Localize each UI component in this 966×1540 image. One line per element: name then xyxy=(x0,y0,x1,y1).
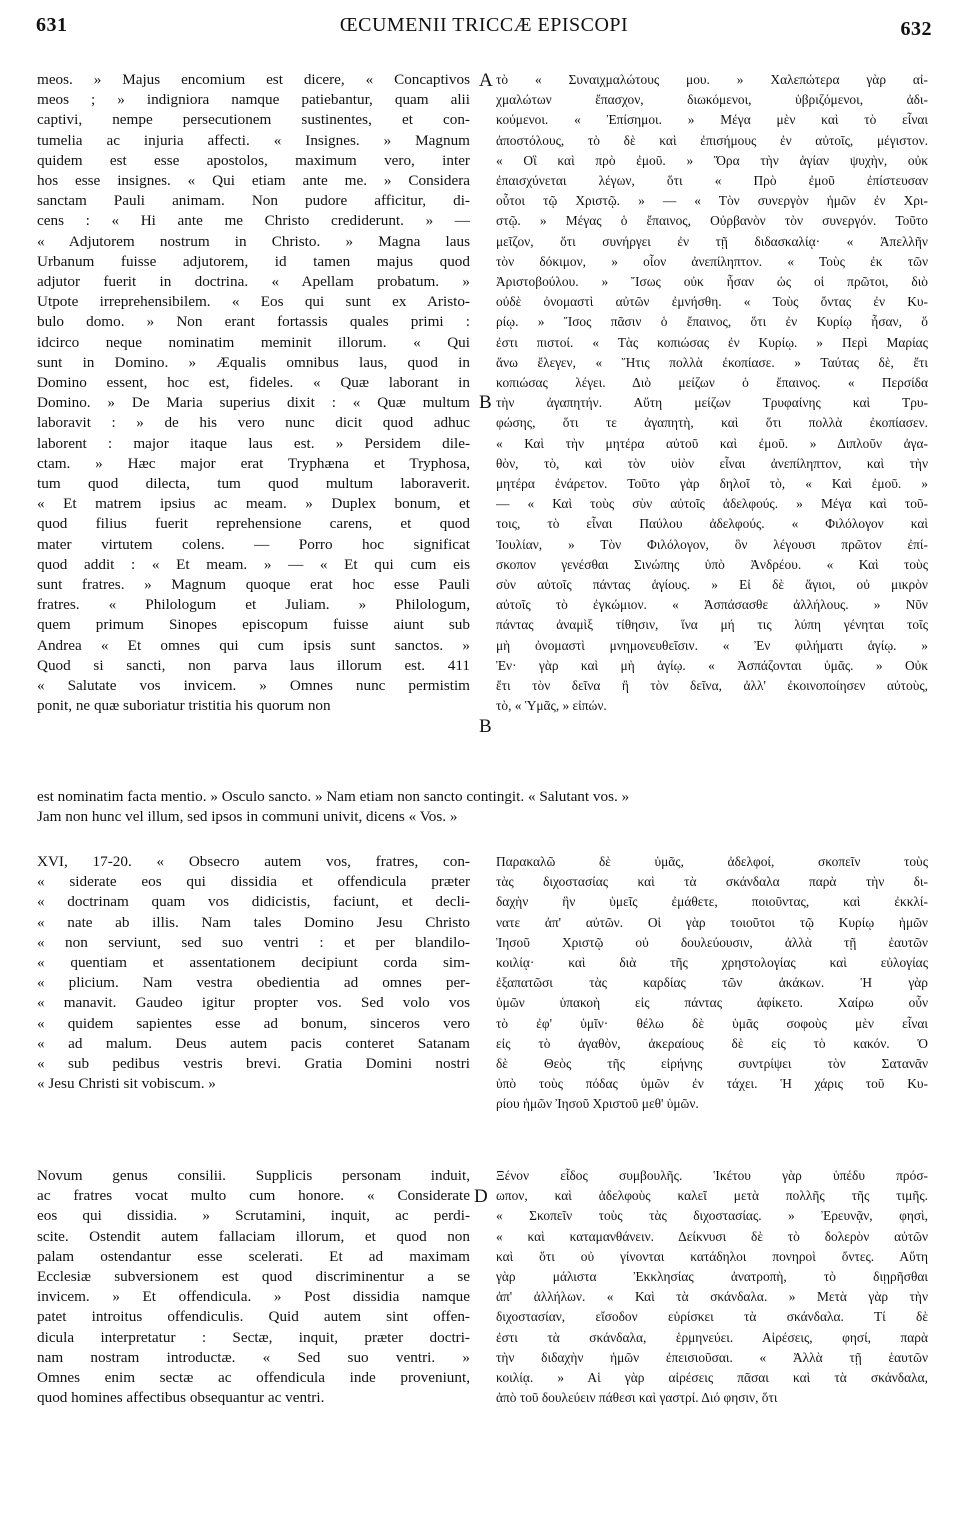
text-line: Andrea « Et omnes qui cum ipsis sunt sanctos. » xyxy=(37,636,470,654)
text-line: « καὶ καταμανθάνειν. Δείκνυσι δὲ τὸ δολερὸν αὐτῶν xyxy=(496,1228,928,1244)
text-line: Utpote irreprehensibilem. « Eos qui sunt ex Aristo- xyxy=(37,293,470,311)
text-line: Urbanum fuisse adjutorem, id tamen majus quod xyxy=(37,252,470,270)
text-line: tum quod dilecta, tum quod multum laboraverit. xyxy=(37,475,470,493)
greek-column-scripture xyxy=(496,852,928,1115)
text-line: ἐστι τὰ σκάνδαλα, ἑρμηνεύει. Αἱρέσεις, φησί, παρὰ xyxy=(496,1329,928,1345)
text-line: ρίῳ. » Ἴσος πᾶσιν ὁ ἔπαινος, ὅτι ἐν Κυρίῳ ἦσαν, ὅ xyxy=(496,314,928,330)
text-line: αὐτοῖς τὸ ἐγκώμιον. « Ἀσπάσασθε ἀλλήλους. » Νῦν xyxy=(496,597,928,613)
text-line: mater virtutem colens. — Porro hoc significat xyxy=(37,535,470,553)
text-line: scite. Ostendit autem fallaciam illorum, et quod non xyxy=(37,1227,470,1245)
text-line: « quidem sapientes esse ad bonum, sinceros vero xyxy=(37,1014,470,1032)
text-line: quem primum Sinopes episcopum fuisse aiunt sub xyxy=(37,616,470,634)
text-line: ἐπαισχύνεται λέγων, ὅτι « Πρὸ ἐμοῦ ἐπίστευσαν xyxy=(496,173,928,189)
greek-column-top xyxy=(496,70,928,717)
text-line: quidem est esse apostolos, maximum vero, inter xyxy=(37,151,470,169)
text-line: « Adjutorem nostrum in Christo. » Magna laus xyxy=(37,232,470,250)
text-line: κούμενοι. « Ἐπίσημοι. » Μέγα μὲν καὶ τὸ εἶναι xyxy=(496,112,928,128)
text-line: quod filius fuerit reprehensione carens, et quod xyxy=(37,515,470,533)
text-line: ωπον, καὶ ἀδελφοὺς καλεῖ μετὰ πολλῆς τῆς τιμῆς. xyxy=(496,1188,928,1204)
text-line: μητέρα ἐνάρετον. Τοῦτο γὰρ δηλοῖ τὸ, « Καὶ ἐμοῦ. » xyxy=(496,476,928,492)
text-line: Novum genus consilii. Supplicis personam induit, xyxy=(37,1167,470,1184)
text-line: « non serviunt, sed suo ventri : et per blandilo- xyxy=(37,933,470,951)
text-line: ρίου ἡμῶν Ἰησοῦ Χριστοῦ μεθ' ὑμῶν. xyxy=(496,1096,699,1112)
text-line: ἄνω ἔλεγεν, « Ἥτις πολλὰ ἐκοπίασε. » Ταύτας δὲ, ἔτι xyxy=(496,354,928,370)
text-line: meos. » Majus encomium est dicere, « Concaptivos xyxy=(37,71,470,88)
text-line: ctam. » Hæc major erat Tryphæna et Tryphosa, xyxy=(37,454,470,472)
text-line: « ad malum. Deus autem pacis conteret Satanam xyxy=(37,1034,470,1052)
text-line: εἰς τὸ ἀγαθὸν, ἀκεραίους δὲ εἰς τὸ κακόν. Ὁ xyxy=(496,1035,928,1051)
text-line: δαχὴν ἣν ὑμεῖς ἐμάθετε, ποιοῦντας, καὶ ἐκκλί- xyxy=(496,894,928,910)
text-line: Domino. » De Maria superius dixit : « Quæ multum xyxy=(37,394,470,412)
latin-column-scripture xyxy=(37,852,470,1094)
text-line: captivi, nempe persecutionem sustinentes, et con- xyxy=(37,111,470,129)
text-line: eos qui dissidia. » Scrutamini, inquit, ac perdi- xyxy=(37,1207,470,1225)
text-line: τὸν δόκιμον, » οἷον ἀνεπίληπτον. « Τοὺς ἐκ τῶν xyxy=(496,253,928,269)
text-line: νατε ἀπ' αὐτῶν. Οἱ γὰρ τοιοῦτοι τῷ Κυρίῳ ἡμῶν xyxy=(496,914,928,930)
latin-column-commentary xyxy=(37,1166,470,1408)
text-line: ac fratres vocat multo cum honore. « Considerate xyxy=(37,1187,470,1205)
text-line: πάντας ἀναμὶξ τίθησιν, ἵνα μή τις λύπη γένηται τοῖς xyxy=(496,617,928,633)
text-line: sunt fratres. » Magnum quoque erat hoc esse Pauli xyxy=(37,576,470,594)
running-header xyxy=(36,6,932,46)
text-line: « sub pedibus vestris brevi. Gratia Domini nostri xyxy=(37,1055,470,1073)
text-line: ὑπὸ τοὺς πόδας ὑμῶν ἐν τάχει. Ἡ χάρις τοῦ Κυ- xyxy=(496,1076,928,1092)
text-line: Ἀριστοβούλου. » Ἴσως οὐκ ἦσαν ὡς οἱ πρῶτοι, διὸ xyxy=(496,274,928,290)
text-line: « Σκοπεῖν τοὺς τὰς διχοστασίας. » Ἐρευνᾷν, φησὶ, xyxy=(496,1208,928,1224)
margin-marker-a: A xyxy=(479,70,493,91)
text-line: ἀπὸ τοῦ δουλεύειν πάθεσι καὶ γαστρί. Διό φησιν, ὅτι xyxy=(496,1390,778,1406)
text-line: « nate ab illis. Nam tales Domino Jesu Christo xyxy=(37,913,470,931)
greek-column-commentary xyxy=(496,1166,928,1408)
text-line: Ἰουλίαν, » Τὸν Φιλόλογον, ὃν λέγουσι πρῶτον ἐπί- xyxy=(496,536,928,552)
text-line: « plicium. Nam vestra obedientia ad omnes per- xyxy=(37,974,470,992)
text-line: διχοστασίαν, εἴσοδον εὑρίσκει τὰ σκάνδαλα. Τί δὲ xyxy=(496,1309,928,1325)
text-line: est nominatim facta mentio. » Osculo sancto. » Nam etiam non sancto contingit. « Salutant vos. » xyxy=(37,788,630,805)
text-line: « quentiam et assentationem decipiunt corda sim- xyxy=(37,954,470,972)
text-line: laboravit : » de his vero nunc dicit quod adhuc xyxy=(37,414,470,432)
latin-column-top xyxy=(37,70,470,717)
text-line: adjutor fuerit in doctrina. « Apellam probatum. » xyxy=(37,273,470,291)
running-title: ŒCUMENII TRICCÆ EPISCOPI xyxy=(339,14,629,36)
left-page-number: 631 xyxy=(36,14,68,36)
text-line: ἔτι τὸν δεῖνα ἢ τὸν δεῖνα, ἀλλ' ἐκοινοποίησεν αὐτοὺς, xyxy=(496,678,928,694)
text-line: ponit, ne quæ suboriatur tristitia his quorum non xyxy=(37,697,331,715)
text-line: φώσης, ὅτι τε ἀγαπητὴ, καὶ ὅτι πολλὰ ἐκοπίασεν. xyxy=(496,415,928,431)
text-line: bulo domo. » Non erant fortassis quales primi : xyxy=(37,313,470,331)
text-line: laborent : major itaque laus est. » Persidem dile- xyxy=(37,434,470,452)
text-line: οὐδὲ ὀνομαστὶ αὐτῶν ἐμνήσθη. « Τοὺς ὄντας ἐν Κυ- xyxy=(496,294,928,310)
text-line: Jam non hunc vel illum, sed ipsos in communi univit, dicens « Vos. » xyxy=(37,808,458,826)
text-line: — « Καὶ τοὺς σὺν αὐτοῖς ἀδελφούς. » Μέγα καὶ τοῦ- xyxy=(496,496,928,512)
text-line: κοιλίᾳ· καὶ διὰ τῆς χρηστολογίας καὶ εὐλογίας xyxy=(496,955,928,971)
text-line: idcirco neque nominatim meminit illorum. « Qui xyxy=(37,333,470,351)
text-line: σὺν αὐτοῖς πάντας ἁγίους. » Εἰ δὲ ἅγιοι, οὐ μικρὸν xyxy=(496,577,928,593)
text-line: Quod si sancti, non parva laus illorum est. 411 xyxy=(37,656,470,674)
text-line: καὶ ὅτι οὐ γίνονται κατάδηλοι πονηροὶ ὄντες. Αὕτη xyxy=(496,1248,928,1264)
text-line: μεῖζον, ὅτι συνήργει ἐν τῇ διδασκαλίᾳ· « Ἀπελλῆν xyxy=(496,233,928,249)
text-line: μὴ ὀνομαστὶ μνημονευθεῖσιν. « Ἐν φιλήματι ἁγίῳ. » xyxy=(496,637,928,653)
text-line: hos esse insignes. « Qui etiam ante me. » Considera xyxy=(37,172,470,190)
text-line: τὸ « Συναιχμαλώτους μου. » Χαλεπώτερα γὰρ αἰ- xyxy=(496,72,928,87)
text-line: ἐστι πιστοί. « Τὰς κοπιώσας ἐν Κυρίῳ. » Περὶ Μαρίας xyxy=(496,334,928,350)
text-line: « Οἳ καὶ πρὸ ἐμοῦ. » Ὅρα τὴν ἁγίαν ψυχὴν, οὐκ xyxy=(496,152,928,168)
text-line: στῷ. » Μέγας ὁ ἔπαινος, Οὐρβανὸν τὸν συνεργόν. Τοῦτο xyxy=(496,213,928,229)
text-line: « doctrinam quam vos didicistis, faciunt, et decli- xyxy=(37,893,470,911)
text-line: Omnes enim sectæ ac offendicula inde proveniunt, xyxy=(37,1369,470,1387)
text-line: meos ; » indigniora namque patiebantur, quam alii xyxy=(37,91,470,109)
text-line: XVI, 17-20. « Obsecro autem vos, fratres, con- xyxy=(37,853,470,870)
text-line: ἀπ' ἀλλήλων. « Καὶ τὰ σκάνδαλα. » Μετὰ γὰρ τὴν xyxy=(496,1289,928,1305)
text-line: palam ostendantur esse scelerati. Et ad maximam xyxy=(37,1247,470,1265)
text-line: οὗτοι τῷ Χριστῷ. » — « Τὸν συνεργὸν ἡμῶν ἐν Χρι- xyxy=(496,193,928,209)
text-line: τὸ, « Ὑμᾶς, » εἰπών. xyxy=(496,698,607,714)
text-line: dicula interpretatur : Sectæ, inquit, præter doctri- xyxy=(37,1328,470,1346)
text-line: quod homines affectibus obsequantur ac ventri. xyxy=(37,1389,325,1407)
text-line: τὸ ἐφ' ὑμῖν· θέλω δὲ ὑμᾶς σοφοὺς μὲν εἶναι xyxy=(496,1015,928,1031)
text-line: τοις, τὸ εἶναι Παύλου ἀδελφούς. « Φιλόλογον καὶ xyxy=(496,516,928,532)
text-line: Ἐν· γὰρ καὶ μὴ ἁγίῳ. « Ἀσπάζονται ὑμᾶς. » Οὐκ xyxy=(496,657,928,673)
text-line: « Jesu Christi sit vobiscum. » xyxy=(37,1075,216,1093)
text-line: « Salutate vos invicem. » Omnes nunc permistim xyxy=(37,677,470,695)
text-line: quod addit : « Et meam. » — « Et qui cum eis xyxy=(37,555,470,573)
text-line: γὰρ μάλιστα Ἐκκλησίας ἀνατροπὴ, τὸ διῃρῆσθαι xyxy=(496,1269,928,1285)
right-page-number: 632 xyxy=(900,18,932,40)
text-line: κοπιώσας λέγει. Διὸ μείζων ὁ ἔπαινος. « Περσίδα xyxy=(496,375,928,391)
text-line: θὸν, τὸ, καὶ τὸν υἱὸν εἶναι ἀνεπίληπτον, καὶ τὴν xyxy=(496,455,928,471)
text-line: « manavit. Gaudeo igitur propter vos. Sed volo vos xyxy=(37,994,470,1012)
text-line: δὲ Θεὸς τῆς εἰρήνης συντρίψει τὸν Σατανᾶν xyxy=(496,1056,928,1072)
text-line: ἀποστόλους, τὸ δὲ καὶ ἐπισήμους ἐν αὐτοῖς, μέγιστον. xyxy=(496,132,928,148)
text-line: invicem. » Et offendicula. » Post dissidia namque xyxy=(37,1288,470,1306)
text-line: nam nostram introductæ. « Sed suo ventri. » xyxy=(37,1348,470,1366)
text-line: τὴν ἀγαπητήν. Αὕτη μείζων Τρυφαίνης καὶ Τρυ- xyxy=(496,395,928,411)
margin-marker-b-second: B xyxy=(479,716,492,737)
full-width-passage xyxy=(37,787,929,827)
text-line: ἐξαπατῶσι τὰς καρδίας τῶν ἀκάκων. Ἡ γὰρ xyxy=(496,975,928,991)
text-line: χμαλώτων ἔπασχον, διωκόμενοι, ὑβριζόμενοι, ἀδι- xyxy=(496,92,928,108)
text-line: patet introitus offendiculis. Quid autem sint offen- xyxy=(37,1308,470,1326)
text-line: Domino essent, hoc est, fideles. « Quæ laborant in xyxy=(37,374,470,392)
text-line: ὑμῶν ὑπακοὴ εἰς πάντας ἀφίκετο. Χαίρω οὖν xyxy=(496,995,928,1011)
text-line: Παρακαλῶ δὲ ὑμᾶς, ἀδελφοί, σκοπεῖν τοὺς xyxy=(496,854,928,869)
text-line: « Et matrem ipsius ac meam. » Duplex bonum, et xyxy=(37,495,470,513)
text-line: τὰς διχοστασίας καὶ τὰ σκάνδαλα παρὰ τὴν δι- xyxy=(496,874,928,890)
text-line: « siderate eos qui dissidia et offendicula præter xyxy=(37,873,470,891)
text-line: sanctam Pauli animam. Non pudore afficitur, di- xyxy=(37,192,470,210)
text-line: cens : « Hi ante me Christo crediderunt. » — xyxy=(37,212,470,230)
text-line: τὴν διδαχὴν ἡμῶν ἐπεισιοῦσαι. « Ἀλλὰ τῇ ἑαυτῶν xyxy=(496,1349,928,1365)
text-line: Ecclesiæ subversionem est quod discriminentur a se xyxy=(37,1268,470,1286)
text-line: Ἰησοῦ Χριστῷ οὐ δουλεύουσιν, ἀλλὰ τῇ ἑαυτῶν xyxy=(496,934,928,950)
text-line: κοιλίᾳ. » Αἱ γὰρ αἱρέσεις πᾶσαι καὶ τὰ σκάνδαλα, xyxy=(496,1370,928,1386)
margin-marker-d: D xyxy=(474,1186,488,1207)
text-line: sunt in Domino. » Æqualis omnibus laus, quod in xyxy=(37,353,470,371)
text-line: Ξένον εἶδος συμβουλῆς. Ἱκέτου γὰρ ὑπέδυ πρόσ- xyxy=(496,1168,928,1183)
text-line: fratres. « Philologum et Juliam. » Philologum, xyxy=(37,596,470,614)
text-line: « Καὶ τὴν μητέρα αὐτοῦ καὶ ἐμοῦ. » Διπλοῦν ἀγα- xyxy=(496,435,928,451)
text-line: tumelia ac injuria affecti. « Insignes. » Magnum xyxy=(37,131,470,149)
text-line: σκοπον γενέσθαι Σινώπης ὑπὸ Ἀνδρέου. « Καὶ τοὺς xyxy=(496,556,928,572)
margin-marker-b: B xyxy=(479,392,492,413)
